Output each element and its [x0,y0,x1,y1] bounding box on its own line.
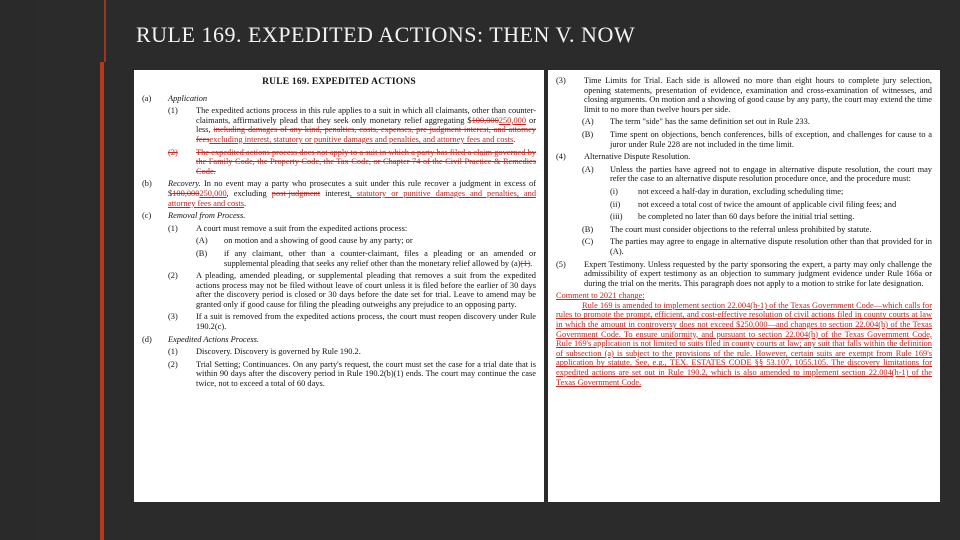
section-d3A: (A) The term "side" has the same definition set out in Rule 233. [582,117,810,127]
accent-line-top [104,0,106,62]
section-c3: (3) If a suit is removed from the expedited actions process, the court must reopen discovery under Rule 190.2(c). [168,312,536,332]
section-d4A: (A) Unless the parties have agreed not to engage in alternative dispute resolution, the court may refer the case to an alternative dispute resolution procedure once, and the procedure must: [582,164,932,184]
comment-text: Rule 169 is amended to implement section 22.004(h-1) of the Texas Government Code—which calls for rules to promote the prompt, efficient, and cost-effective resolution of civil actions filed in county courts at law in which the amount in controversy does not exceed $250,000—and changes to section 22.004(h) of the Texas Government Code. To ensure uniformity, and pursuant to section 22.004(h) of the Texas Government Code, Rule 169's application is not limited to suits filed in county courts at law; any suit that falls within the definition of subsection (a) is subject to the provisions of the rule. However, certain suits are exempt from Rule 169's application by statute. See, e.g., TEX. ESTATES CODE §§ 53.107, 1055.105. The discovery limitations for expedited actions are set out in Rule 190.2, which is also amended to implement section 22.004(h-1) of the Texas Government Code. [556,300,932,387]
rule-text-left [134,70,544,398]
accent-line [100,62,104,540]
section-a1: (1) The expedited actions process in this rule applies to a suit in which all claimants, other than counter-claimants, affirmatively plead that they seek only monetary relief aggregating $100,000250,000 or less, including damages of any kind, penalties, costs, expenses, pre-judgment interest, and attorney feesexcluding interest, statutory or punitive damages and penalties, and attorney fees and costs. [168,106,536,144]
rule-page-left [134,70,544,502]
section-cA: (A) on motion and a showing of good cause by any party; or [196,236,413,246]
section-d4C: (C) The parties may agree to engage in alternative dispute resolution other than that provided for in (A). [582,237,932,256]
section-d4A-i: (i) not exceed a half-day in duration, excluding scheduling time; [610,186,844,196]
section-a: (a) Application [142,93,208,103]
section-d5: (5) Expert Testimony. Unless requested by the party sponsoring the expert, a party may only challenge the admissibility of expert testimony as an objection to summary judgment evidence under Rule 166a or during the trial on the merits. This paragraph does not apply to a motion to strike for late designation. [556,259,932,288]
left-dark-bar [0,0,38,540]
section-d4A-ii: (ii) not exceed a total cost of twice the amount of applicable civil filing fees; and [610,199,897,209]
section-a2: (2) The expedited actions process does not apply to a suit in which a party has filed a claim governed by the Family Code, the Property Code, the Tax Code, or Chapter 74 of the Civil Practice & Remedies Code. [168,147,536,176]
section-d1: (1) Discovery. Discovery is governed by Rule 190.2. [168,347,361,357]
section-d4B: (B) The court must consider objections to the referral unless prohibited by statute. [582,224,872,234]
rule-text-right [548,70,940,393]
section-c2: (2) A pleading, amended pleading, or supplemental pleading that removes a suit from the expedited actions process may not be filed without leave of court unless it is filed before the earlier of 30 days after the discovery period is closed or 30 days before the date set for trial. Leave to amend may be granted only if good cause for filing the pleading outweighs any prejudice to an opposing party. [168,271,536,309]
section-d4A-iii: (iii) be completed no later than 60 days before the initial trial setting. [610,212,855,222]
section-c1: (1) A court must remove a suit from the expedited actions process: [168,223,408,233]
section-d4: (4) Alternative Dispute Resolution. [556,152,691,162]
section-b: (b) Recovery. In no event may a party who prosecutes a suit under this rule recover a judgment in excess of $100,000250,000, excluding post-judgment interest, statutory or punitive damages and penalties, and attorney fees and costs. [142,179,537,208]
section-d3: (3) Time Limits for Trial. Each side is allowed no more than eight hours to complete jury selection, opening statements, presentation of evidence, examination and cross-examination of witnesses, and closing arguments. On motion and a showing of good cause by any party, the court may extend the time limit to no more than twelve hours per side. [556,76,932,114]
rule-heading: RULE 169. EXPEDITED ACTIONS [262,77,416,87]
section-d2: (2) Trial Setting; Continuances. On any party's request, the court must set the case for a trial date that is within 90 days after the discovery period in Rule 190.2(b)(1) ends. The court may continue the case twice, not to exceed a total of 60 days. [168,359,536,389]
comment-heading: Comment to 2021 change: [556,291,645,301]
section-d: (d) Expedited Actions Process. [142,334,259,344]
section-c: (c) Removal from Process. [142,211,246,221]
rule-page-right [548,70,940,502]
slide-title: RULE 169. EXPEDITED ACTIONS: THEN V. NOW [136,22,636,47]
section-cB: (B) if any claimant, other than a counter-claimant, files a pleading or an amended or supplemental pleading that seeks any relief other than the monetary relief allowed by (a)(1). [196,248,536,268]
section-d3B: (B) Time spent on objections, bench conferences, bills of exception, and challenges for cause to a juror under Rule 228 are not included in the time limit. [582,129,932,149]
